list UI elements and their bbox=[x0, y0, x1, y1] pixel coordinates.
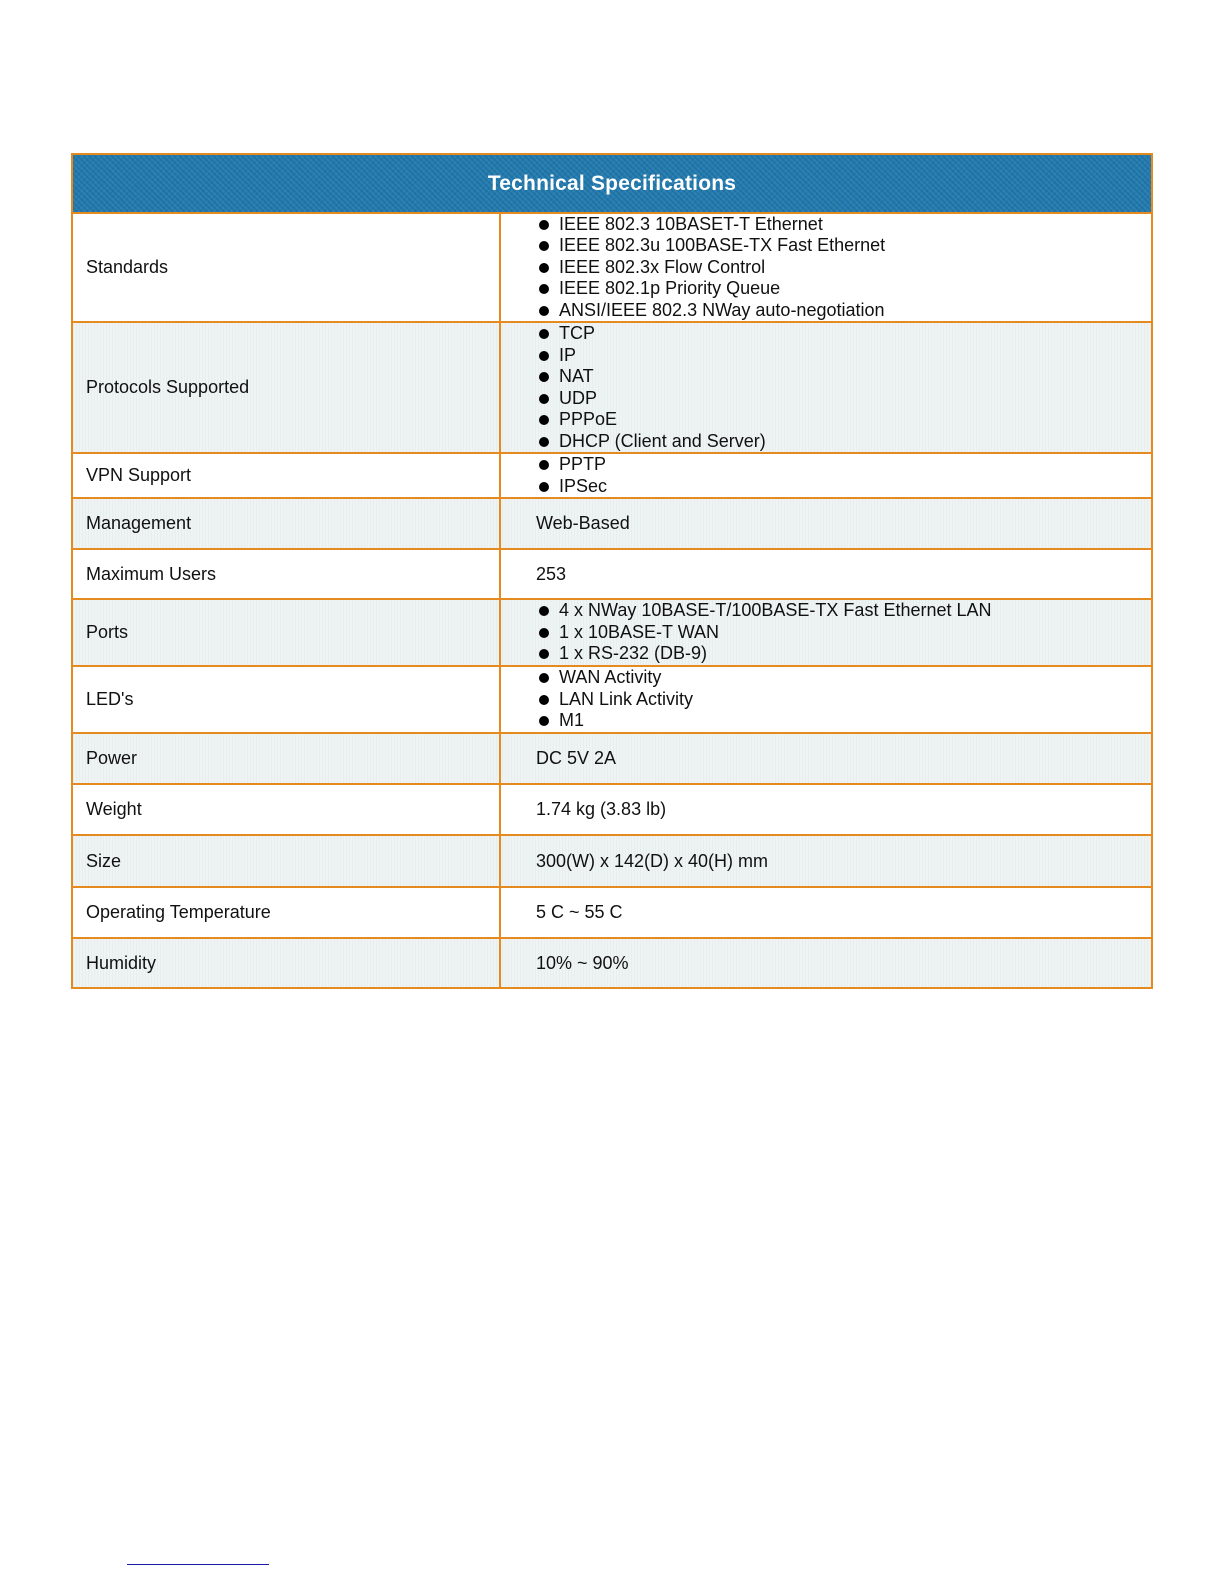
row-value bbox=[501, 499, 1151, 548]
row-label: LED's bbox=[73, 667, 501, 732]
table-row-standards bbox=[73, 214, 1151, 323]
row-value bbox=[501, 888, 1151, 937]
footnote-rule bbox=[127, 1564, 269, 1565]
table-title: Technical Specifications bbox=[487, 171, 737, 195]
table-row-weight bbox=[73, 785, 1151, 836]
table-row-size bbox=[73, 836, 1151, 888]
row-label: Standards bbox=[73, 214, 501, 321]
table-row-vpn-support bbox=[73, 454, 1151, 499]
row-value bbox=[501, 667, 1151, 732]
row-value bbox=[501, 214, 1151, 321]
row-label: Protocols Supported bbox=[73, 323, 501, 452]
row-value bbox=[501, 939, 1151, 987]
row-value bbox=[501, 454, 1151, 497]
row-value bbox=[501, 836, 1151, 886]
list-item: UDP bbox=[559, 388, 766, 410]
list-item: IEEE 802.1p Priority Queue bbox=[559, 278, 885, 300]
list-item: PPTP bbox=[559, 454, 607, 474]
row-label: Ports bbox=[73, 600, 501, 665]
list-item: IPSec bbox=[559, 475, 608, 496]
table-header bbox=[73, 155, 1151, 214]
bullet-list bbox=[501, 454, 607, 497]
list-item: WAN Activity bbox=[559, 667, 693, 689]
row-label: Operating Temperature bbox=[73, 888, 501, 937]
value-text: 5 C ~ 55 C bbox=[536, 902, 623, 922]
value-text: DC 5V 2A bbox=[536, 748, 617, 768]
list-item: IEEE 802.3x Flow Control bbox=[559, 257, 885, 279]
list-item: M1 bbox=[559, 710, 693, 732]
list-item: 4 x NWay 10BASE-T/100BASE-TX Fast Ethernet LAN bbox=[559, 600, 992, 621]
list-item: IEEE 802.3u 100BASE-TX Fast Ethernet bbox=[559, 235, 886, 256]
row-value bbox=[501, 550, 1151, 598]
row-value bbox=[501, 600, 1151, 665]
bullet-list bbox=[501, 323, 766, 452]
row-label: Power bbox=[73, 734, 501, 783]
row-value bbox=[501, 785, 1151, 834]
list-item: IP bbox=[559, 345, 766, 367]
bullet-list bbox=[501, 214, 885, 322]
value-text: 253 bbox=[536, 563, 567, 584]
technical-specifications-table bbox=[71, 153, 1153, 989]
row-label: Maximum Users bbox=[73, 550, 501, 598]
row-label: Management bbox=[73, 499, 501, 548]
table-row-management bbox=[73, 499, 1151, 550]
list-item: ANSI/IEEE 802.3 NWay auto-negotiation bbox=[559, 299, 885, 320]
bullet-list bbox=[501, 667, 693, 732]
row-label: Humidity bbox=[73, 939, 501, 987]
row-label: VPN Support bbox=[73, 454, 501, 497]
table-row-leds bbox=[73, 667, 1151, 734]
list-item: IEEE 802.3 10BASET-T Ethernet bbox=[559, 214, 885, 236]
list-item: DHCP (Client and Server) bbox=[559, 430, 766, 451]
value-text: 10% ~ 90% bbox=[536, 952, 629, 973]
row-label: Size bbox=[73, 836, 501, 886]
list-item: 1 x 10BASE-T WAN bbox=[559, 622, 992, 644]
table-row-power bbox=[73, 734, 1151, 785]
table-row-humidity bbox=[73, 939, 1151, 987]
table-row-ports bbox=[73, 600, 1151, 667]
row-value bbox=[501, 734, 1151, 783]
table-row-protocols bbox=[73, 323, 1151, 454]
bullet-list bbox=[501, 600, 992, 665]
value-text: 300(W) x 142(D) x 40(H) mm bbox=[536, 850, 769, 871]
value-text: Web-Based bbox=[536, 513, 630, 533]
value-text: 1.74 kg (3.83 lb) bbox=[536, 799, 667, 819]
row-label: Weight bbox=[73, 785, 501, 834]
list-item: 1 x RS-232 (DB-9) bbox=[559, 643, 992, 665]
row-value bbox=[501, 323, 1151, 452]
table-row-operating-temperature bbox=[73, 888, 1151, 939]
list-item: LAN Link Activity bbox=[559, 688, 694, 709]
list-item: TCP bbox=[559, 323, 766, 345]
list-item: NAT bbox=[559, 366, 766, 388]
list-item: PPPoE bbox=[559, 409, 766, 431]
table-row-maximum-users bbox=[73, 550, 1151, 600]
